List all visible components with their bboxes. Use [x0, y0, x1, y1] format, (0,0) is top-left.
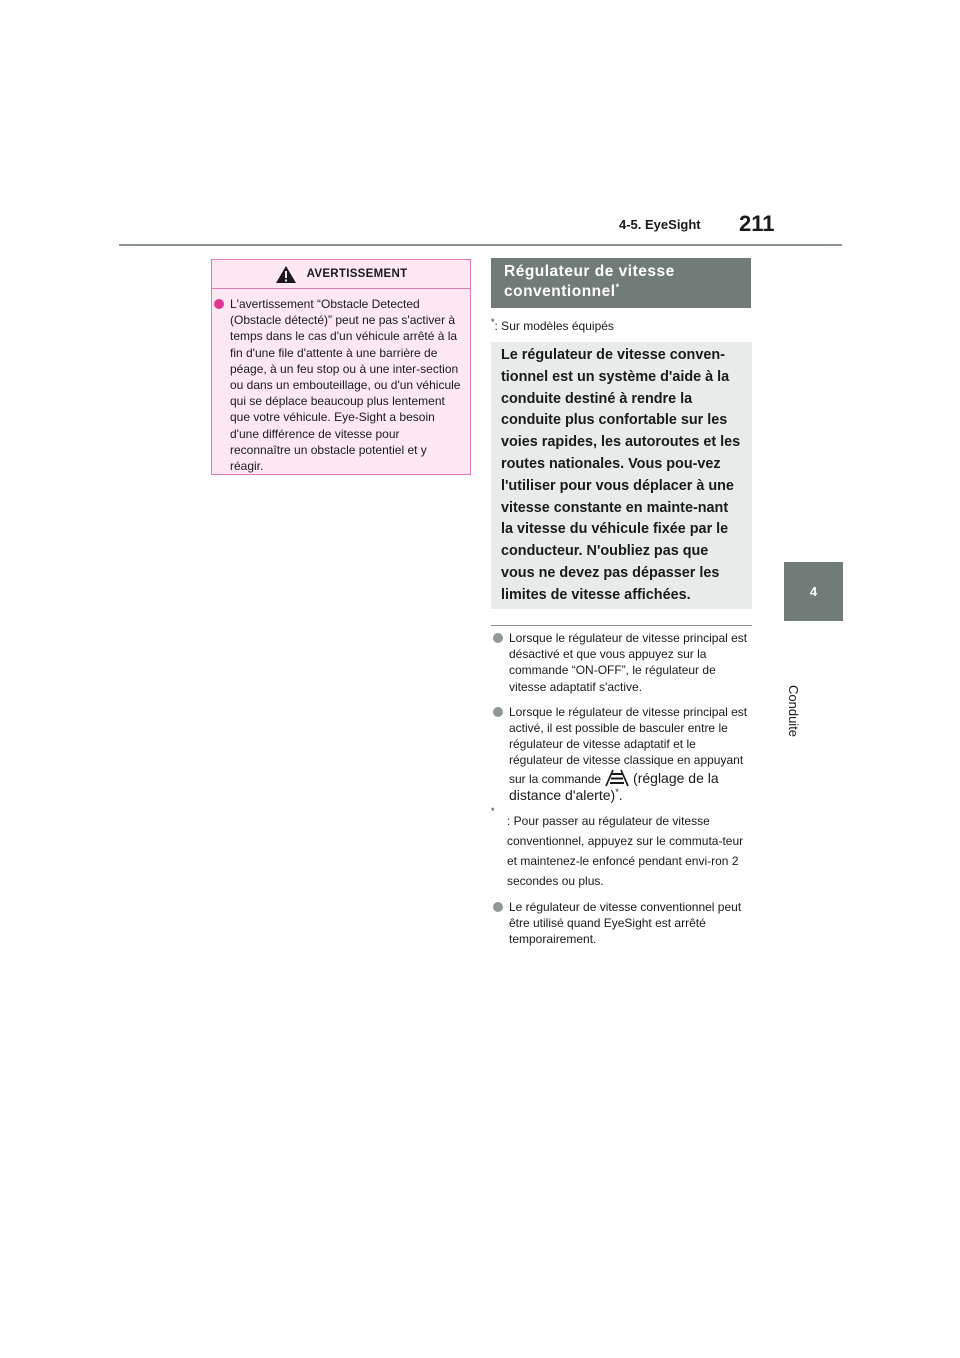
section-heading: [491, 258, 751, 308]
warning-triangle-icon: [275, 265, 297, 284]
bullet-dot-icon: [493, 633, 503, 643]
intro-box: [491, 342, 752, 609]
note-text-2a: Lorsque le régulateur de vitesse principal est activé, il est possible de basculer entre le régulateur de vitesse adaptatif et le régulateur de vitesse classique en appuyant sur la commande: [509, 704, 748, 786]
section-label: 4-5. EyeSight: [619, 217, 701, 232]
note-text-2b: (réglage de la distance d'alerte): [509, 769, 719, 803]
chapter-number: 4: [809, 584, 818, 599]
bullet-dot-icon: [493, 902, 503, 912]
notes-list: [491, 630, 753, 957]
warning-box: [211, 259, 471, 475]
heading-footnote-mark: *: [615, 281, 620, 292]
chapter-title: [786, 630, 803, 738]
distance-setting-icon: [605, 769, 629, 787]
chapter-tab: [784, 562, 843, 621]
note-text-2c: .: [618, 786, 623, 803]
note-item-3: [491, 899, 753, 948]
note-text-1: Lorsque le régulateur de vitesse principal est désactivé et que vous appuyez sur la commande “ON-OFF”, le régulateur de vitesse adaptatif s'active.: [509, 631, 748, 694]
warning-item: [212, 296, 462, 474]
note-text-3: Le régulateur de vitesse conventionnel peut être utilisé quand EyeSight est arrêté temporairement.: [509, 900, 742, 947]
warning-body: [212, 296, 462, 474]
footnote-mark: *: [491, 317, 495, 327]
switch-footnote-text: : Pour passer au régulateur de vitesse conventionnel, appuyez sur le commuta-teur et maintenez-le enfoncé pendant envi-ron 2 secondes ou plus.: [507, 814, 744, 889]
page-number: 211: [739, 211, 775, 236]
note-item-2: [491, 704, 753, 804]
section-heading-line2: conventionnel: [504, 283, 616, 300]
section-heading-line1: Régulateur de vitesse: [504, 263, 675, 280]
note-footnote-mark: *: [615, 786, 619, 797]
bullet-dot-icon: [493, 707, 503, 717]
warning-title: AVERTISSEMENT: [306, 268, 408, 280]
switch-footnote: * : Pour passer au régulateur de vitesse conventionnel, appuyez sur le commuta-teur et maintenez-le enfoncé pendant envi-ron 2 secondes ou plus.: [491, 806, 744, 889]
bullet-dot-icon: [214, 299, 224, 309]
warning-header: [212, 260, 470, 289]
intro-text: Le régulateur de vitesse conven-tionnel est un système d'aide à la conduite destiné à rendre la conduite plus confortable sur les voies rapides, les autoroutes et les routes nationales. Vous pou-vez l'utiliser pour vous déplacer à une vitesse constante en mainte-nant la vitesse du véhicule fixée par le conducteur. N'oubliez pas que vous ne devez pas dépasser les limites de vitesse affichées.: [501, 347, 741, 603]
header-rule: [119, 244, 842, 246]
note-item-1: [491, 630, 753, 695]
separator-rule: [491, 625, 752, 626]
equipment-footnote: [491, 319, 614, 333]
chapter-title-text: Conduite: [786, 685, 801, 738]
equipment-footnote-text: : Sur modèles équipés: [494, 319, 614, 333]
warning-text: L'avertissement “Obstacle Detected (Obstacle détecté)” peut ne pas s'activer à temps dans le cas d'un véhicule arrêté à la fin d'une file d'attente à une barrière de péage, à un feu stop ou à une inter-section ou dans un embouteillage, ou d'un véhicule qui se déplace beaucoup plus lentement que votre véhicule. Eye-Sight a besoin d'une différence de vitesse pour reconnaître un obstacle potentiel et y réagir.: [230, 297, 461, 474]
